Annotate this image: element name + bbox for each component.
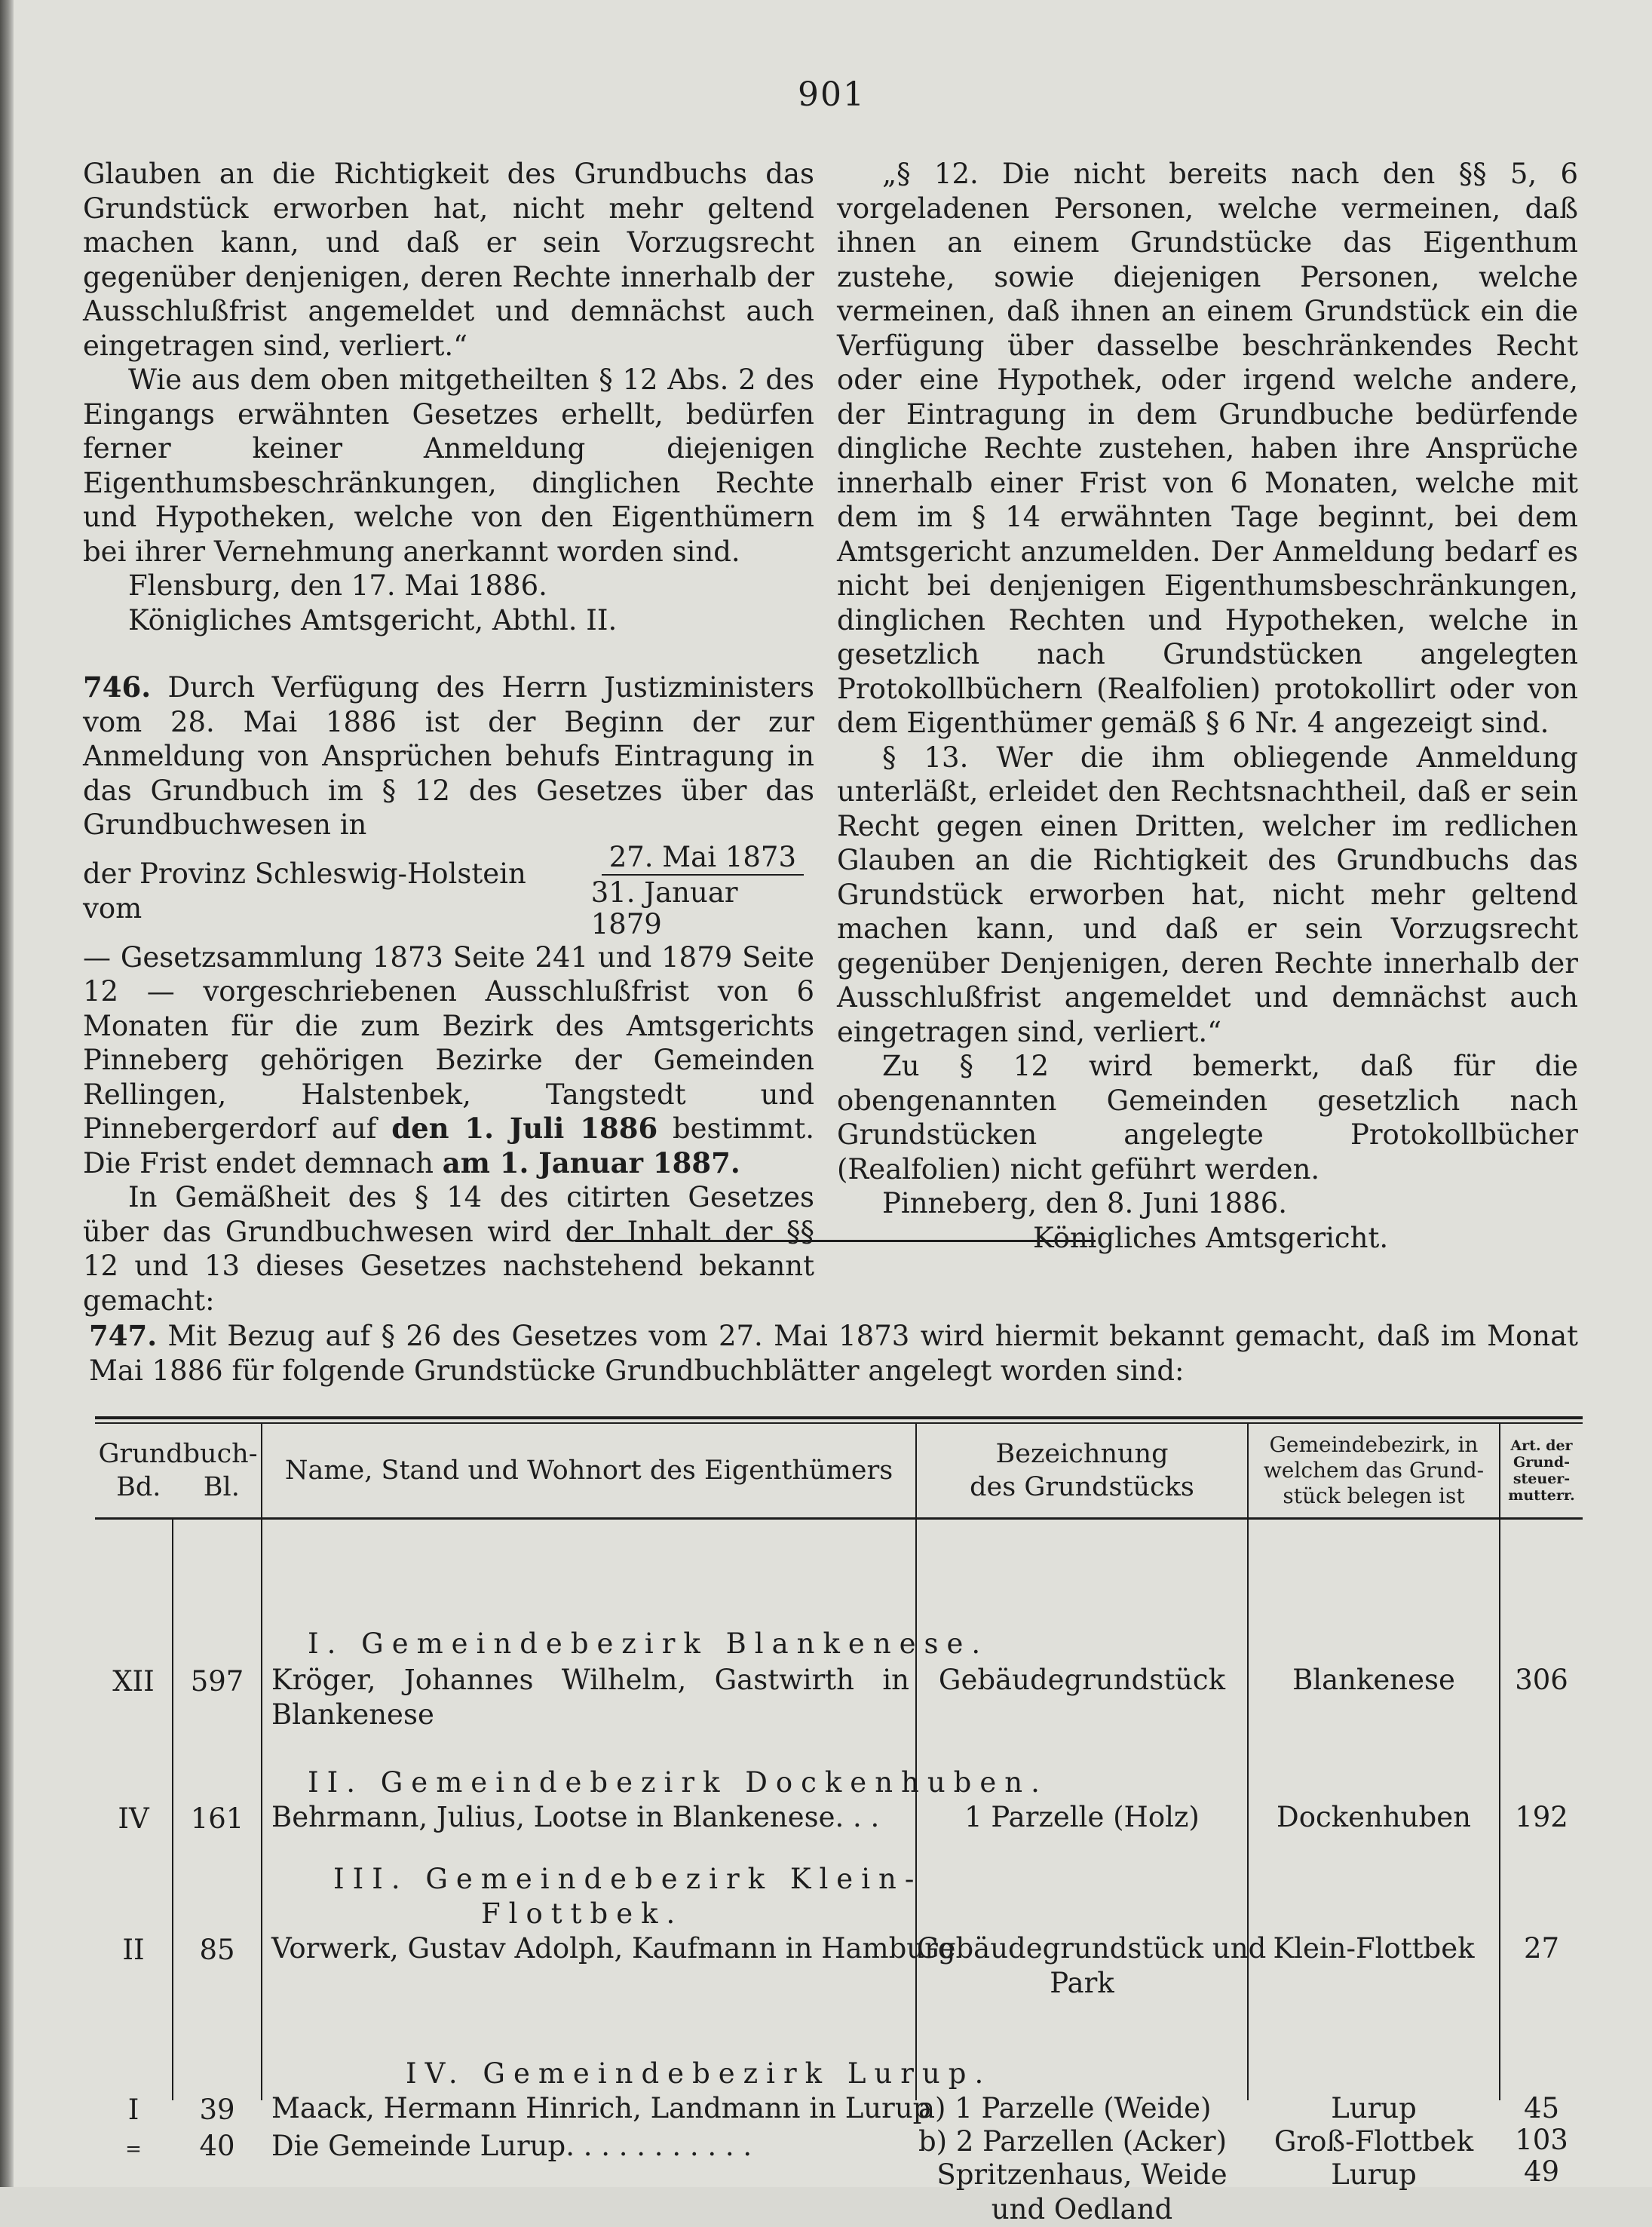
table-cell: Gebäudegrundstück — [938, 1664, 1226, 1696]
paragraph-13: § 13. Wer die ihm obliegende Anmeldung unterläßt, erleidet den Rechtsnachtheil, daß er sein Recht gegen einen Dritten, welcher im redlichen Glauben an die Richtigkeit des Grundbuchs das Grundstück erworben hat, nicht mehr geltend machen kann, und daß er sein Vorzugsrecht gegenüber Denjenigen, deren Rechte innerhalb der Ausschlußfrist angemeldet und demnächst auch eingetragen sind, verliert.“ — [837, 741, 1578, 1048]
table-cell: = — [125, 2138, 142, 2161]
table-cell: 39 — [199, 2094, 235, 2126]
paragraph: Wie aus dem oben mitgetheilten § 12 Abs. 2 des Eingangs erwähnten Gesetzes erhellt, bedürfen ferner keiner Anmeldung diejenigen Eigenthumsbeschränkungen, dinglichen Rechte und Hypotheken, welche von den Eigenthümern bei ihrer Vernehmung anerkannt worden sind. — [83, 363, 814, 568]
table-rule — [95, 1416, 1583, 1419]
column-name — [262, 1520, 1048, 2162]
land-register-table — [95, 1416, 1583, 2225]
table-cell: Die Gemeinde Lurup. . . . . . . . . . . — [271, 2130, 752, 2162]
table-cell: Park — [1050, 1967, 1114, 1999]
table-cell: 597 — [190, 1665, 244, 1698]
entry-number: 746. — [83, 670, 152, 704]
table-cell: a) 1 Parzelle (Weide) — [918, 2092, 1212, 2124]
table-cell: Gebäudegrundstück und — [917, 1932, 1267, 1965]
section-title: IV. Gemeindebezirk Lurup. — [406, 2057, 992, 2090]
table-cell: 45 — [1523, 2092, 1560, 2124]
place-date: Pinneberg, den 8. Juni 1886. — [882, 1187, 1288, 1219]
table-cell: 85 — [199, 1934, 235, 1966]
table-cell: Blankenese — [1292, 1664, 1455, 1696]
paragraph: Glauben an die Richtigkeit des Grundbuchs das Grundstück erworben hat, nicht mehr geltend machen kann, und daß er sein Vorzugsrecht gegenüber denjenigen, deren Rechte innerhalb der Ausschlußfrist angemeldet und demnächst auch eingetragen sind, verliert.“ — [83, 158, 814, 362]
section-title: Flottbek. — [481, 1897, 684, 1930]
table-cell: Spritzenhaus, Weide — [936, 2158, 1228, 2191]
right-column — [837, 157, 1578, 1255]
table-cell: Klein-Flottbek — [1273, 1932, 1475, 1965]
table-cell: 27 — [1523, 1932, 1560, 1965]
header-gemeindebezirk: Gemeindebezirk, in welchem das Grund- stück belegen ist — [1249, 1424, 1500, 1517]
section-title: II. Gemeindebezirk Dockenhuben. — [308, 1766, 1048, 1799]
column-bd — [95, 1520, 173, 2161]
table-cell: 192 — [1515, 1801, 1568, 1833]
header-art: Art. der Grund- steuer- mutterr. — [1508, 1437, 1575, 1504]
law-date-fraction: $\frac{\text{27. Mai 1873}}{\text{31. Januar 1879}}$ — [591, 842, 814, 940]
table-cell: Lurup — [1331, 2092, 1417, 2124]
table-cell: Dockenhuben — [1277, 1801, 1471, 1833]
column-art — [1500, 1520, 1583, 2188]
section-separator — [575, 1240, 1096, 1242]
paragraph-746: 746. Durch Verfügung des Herrn Justizministers vom 28. Mai 1886 ist der Beginn der zur Anmeldung von Ansprüchen behufs Eintragung in das Grundbuch im § 12 des Gesetzes über das Grundbuchwesen in — [83, 670, 815, 841]
table-cell: II — [122, 1934, 145, 1966]
table-cell: 306 — [1515, 1664, 1568, 1696]
table-cell: Lurup — [1331, 2158, 1417, 2191]
column-gemeindebezirk — [1249, 1520, 1500, 2191]
page-number: 901 — [798, 75, 866, 114]
paragraph: Zu § 12 wird bemerkt, daß für die obengenannten Gemeinden gesetzlich nach Grundstücken angelegte Protokollbücher (Realfolien) nicht geführt werden. — [837, 1050, 1578, 1186]
table-cell: Behrmann, Julius, Lootse in Blankenese. . . — [271, 1801, 880, 1833]
column-bl — [173, 1520, 262, 2162]
table-cell: Maack, Hermann Hinrich, Landmann in Lurup — [271, 2092, 931, 2124]
table-body — [95, 1520, 1583, 2225]
place-date: Flensburg, den 17. Mai 1886. — [128, 569, 547, 602]
table-cell: und Oedland — [991, 2193, 1173, 2225]
column-bezeichnung — [917, 1520, 1267, 2225]
header-grundbuch: Grundbuch- Bd. Bl. — [95, 1424, 262, 1517]
signature: Königliches Amtsgericht. — [1033, 1221, 1389, 1254]
paragraph-747: 747. Mit Bezug auf § 26 des Gesetzes vom 27. Mai 1873 wird hiermit bekannt gemacht, daß im Monat Mai 1886 für folgende Grundstücke Grundbuchblätter angelegt worden sind: — [89, 1319, 1578, 1387]
document-page — [14, 0, 1652, 2225]
header-bezeichnung: Bezeichnung des Grundstücks — [917, 1424, 1249, 1517]
paragraph-12: „§ 12. Die nicht bereits nach den §§ 5, 6 vorgeladenen Personen, welche vermeinen, daß ihnen an einem Grundstücke das Eigenthum zustehe, sowie diejenigen Personen, welche vermeinen, daß ihnen an einem Grundstück ein die Verfügung über dasselbe beschränkendes Recht oder eine Hypothek, oder irgend welche andere, der Eintragung in dem Grundbuche bedürfende dingliche Rechte zustehen, haben ihre Ansprüche innerhalb einer Frist von 6 Monaten, welche mit dem im § 14 erwähnten Tage beginnt, bei dem Amtsgericht anzumelden. Der Anmeldung bedarf es nicht bei denjenigen Eigenthumsbeschränkungen, dinglichen Rechten und Hypotheken, welche in gesetzlich nach Grundstücken angelegten Protokollbüchern (Realfolien) protokollirt oder von dem Eigenthümer gemäß § 6 Nr. 4 angezeigt sind. — [837, 158, 1578, 739]
table-cell: IV — [118, 1802, 149, 1835]
signature: Königliches Amtsgericht, Abthl. II. — [128, 603, 618, 637]
table-cell: 49 — [1523, 2155, 1560, 2188]
left-column — [83, 157, 814, 1317]
section-title: III. Gemeindebezirk Klein- — [333, 1863, 923, 1895]
table-cell: 103 — [1515, 2124, 1568, 2156]
table-cell: XII — [112, 1665, 155, 1698]
table-header — [95, 1424, 1583, 1520]
table-cell: I — [127, 2094, 139, 2126]
table-cell: Vorwerk, Gustav Adolph, Kaufmann in Hamburg — [271, 1932, 956, 1965]
paragraph: — Gesetzsammlung 1873 Seite 241 und 1879 Seite 12 — vorgeschriebenen Ausschlußfrist von 6 Monaten für die zum Bezirk des Amtsgerichts Pinneberg gehörigen Bezirke der Gemeinden Rellingen, Halstenbek, Tangstedt und Pinnebergerdorf auf den 1. Juli 1886 bestimmt. Die Frist endet demnach am 1. Januar 1887. — [83, 940, 815, 1179]
table-cell: Kröger, Johannes Wilhelm, Gastwirth in Blankenese — [271, 1664, 909, 1731]
page-edge-shadow — [0, 0, 14, 2187]
table-cell: 40 — [199, 2130, 235, 2162]
entry-number: 747. — [89, 1319, 158, 1352]
section-title: I. Gemeindebezirk Blankenese. — [308, 1627, 989, 1660]
paragraph: In Gemäßheit des § 14 des citirten Gesetzes über das Grundbuchwesen wird der Inhalt der §§ 12 und 13 dieses Gesetzes nachstehend bekannt gemacht: — [83, 1181, 814, 1317]
table-cell: 161 — [190, 1802, 244, 1835]
table-cell: 1 Parzelle (Holz) — [964, 1801, 1200, 1833]
table-cell: Groß-Flottbek — [1273, 2125, 1474, 2158]
law-date-fraction-line: der Provinz Schleswig-Holstein vom $\frac{\text{27. Mai 1873}}{\text{31. Januar 1879}}$ — [83, 842, 814, 940]
table-cell: b) 2 Parzellen (Acker) — [918, 2125, 1228, 2158]
header-name: Name, Stand und Wohnort des Eigenthümers — [262, 1424, 917, 1517]
